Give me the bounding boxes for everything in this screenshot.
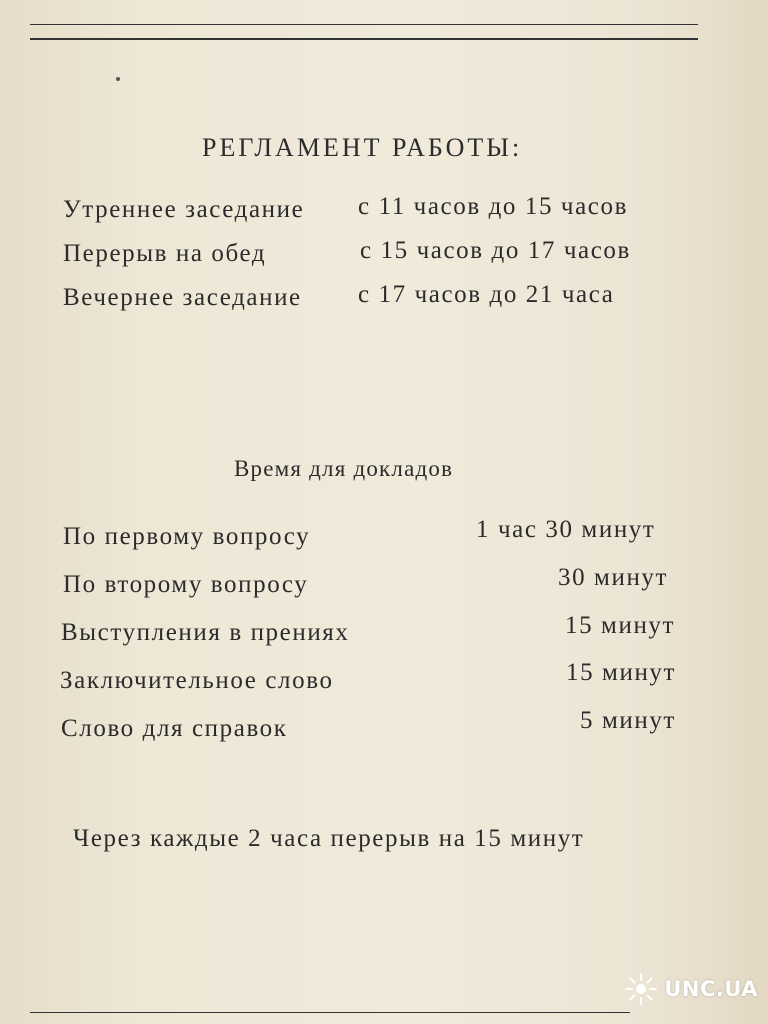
bottom-rule: [30, 1012, 630, 1013]
watermark: [624, 972, 758, 1006]
report-label: Слово для справок: [61, 715, 288, 742]
sunburst-icon: [624, 972, 658, 1006]
report-time: 30 минут: [558, 564, 669, 591]
report-time: 15 минут: [565, 612, 676, 639]
schedule-label: Вечернее заседание: [63, 284, 302, 311]
footer-note: Через каждые 2 часа перерыв на 15 минут: [73, 825, 585, 852]
watermark-text: UNC.UA: [664, 977, 758, 1001]
report-label: Выступления в прениях: [61, 619, 350, 646]
report-label: По второму вопросу: [63, 571, 309, 598]
schedule-label: Перерыв на обед: [63, 240, 267, 267]
paper-speck: [116, 77, 120, 81]
schedule-label: Утреннее заседание: [63, 196, 305, 223]
top-rule-thin: [30, 24, 698, 25]
page-title: РЕГЛАМЕНТ РАБОТЫ:: [202, 133, 523, 162]
schedule-time: с 17 часов до 21 часа: [358, 281, 615, 308]
report-label: По первому вопросу: [63, 523, 311, 550]
reports-heading: Время для докладов: [234, 456, 454, 481]
report-time: 5 минут: [580, 707, 676, 734]
report-time: 15 минут: [566, 659, 677, 686]
top-rule-thick: [30, 38, 698, 40]
report-label: Заключительное слово: [60, 667, 334, 694]
schedule-time: с 11 часов до 15 часов: [358, 193, 628, 220]
schedule-time: с 15 часов до 17 часов: [360, 237, 631, 264]
report-time: 1 час 30 минут: [476, 516, 656, 543]
